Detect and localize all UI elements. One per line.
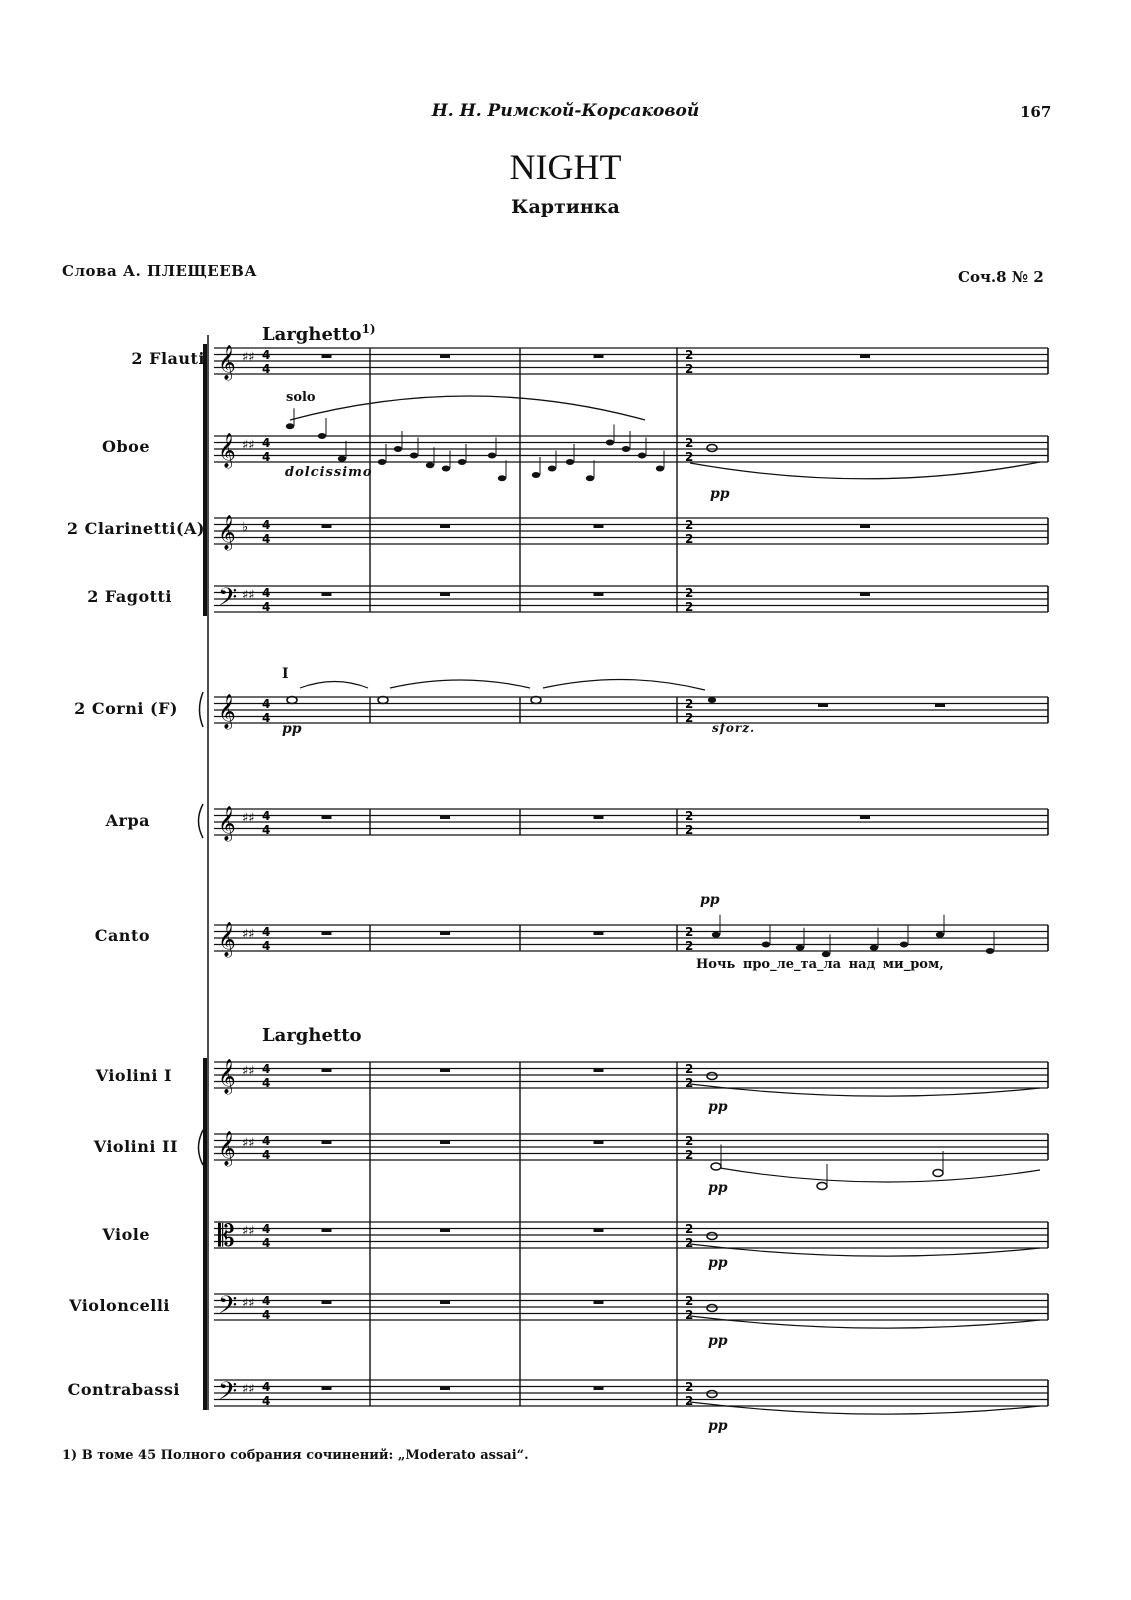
time-signature-corni: 4 (262, 711, 271, 725)
whole-rest-violoncelli (594, 1301, 604, 1305)
corni-part-mark: I (282, 666, 289, 682)
time-change-canto: 2 (685, 939, 694, 953)
corni-tie (543, 679, 705, 690)
page-number: 167 (1020, 103, 1052, 121)
oboe-tie (690, 462, 1040, 479)
whole-rest-clarinetti (322, 525, 332, 529)
whole-rest-clarinetti (440, 525, 450, 529)
clef-corni: 𝄞 (218, 694, 236, 729)
whole-rest-violini-2 (440, 1141, 450, 1145)
time-signature-violini-1: 4 (262, 1076, 271, 1090)
opus-number: Соч.8 № 2 (958, 268, 1044, 286)
violini-1-pp-mark: pp (708, 1099, 728, 1115)
time-signature-flauti: 4 (262, 348, 271, 362)
violini-2-slur (720, 1168, 1040, 1182)
whole-rest-violini-2 (594, 1141, 604, 1145)
whole-rest-clarinetti (594, 525, 604, 529)
whole-rest-canto (440, 932, 450, 936)
whole-rest-fagotti (860, 593, 870, 597)
instrument-label-contrabassi: Contrabassi (67, 1380, 180, 1399)
oboe-note (656, 466, 664, 472)
oboe-note (286, 423, 294, 429)
corni-tie (300, 682, 368, 689)
time-signature-arpa: 4 (262, 823, 271, 837)
whole-rest-flauti (594, 355, 604, 359)
woodwind-bracket (203, 344, 207, 616)
time-signature-violoncelli: 4 (262, 1294, 271, 1308)
time-signature-fagotti: 4 (262, 586, 271, 600)
key-signature-violini-2: ♯♯ (242, 1136, 255, 1151)
oboe-note (458, 459, 466, 465)
instrument-label-violini-1: Violini I (95, 1066, 172, 1085)
piece-title: NIGHT (509, 147, 622, 187)
time-change-viole: 2 (685, 1222, 694, 1236)
whole-rest-contrabassi (440, 1387, 450, 1391)
arpa-brace (199, 804, 204, 838)
instrument-label-violini-2: Violini II (93, 1137, 178, 1156)
oboe-note (338, 456, 346, 462)
corni-pp-mark: pp (282, 721, 302, 737)
oboe-pp-mark: pp (710, 486, 730, 502)
time-signature-canto: 4 (262, 925, 271, 939)
whole-rest-clarinetti (860, 525, 870, 529)
time-signature-viole: 4 (262, 1222, 271, 1236)
contrabassi-pp-mark: pp (708, 1418, 728, 1434)
whole-rest-arpa (860, 816, 870, 820)
time-signature-arpa: 4 (262, 809, 271, 823)
whole-rest-canto (594, 932, 604, 936)
time-change-fagotti: 2 (685, 600, 694, 614)
time-signature-corni: 4 (262, 697, 271, 711)
instrument-label-viole: Viole (102, 1225, 150, 1244)
oboe-solo-mark: solo (286, 390, 316, 405)
corni-rest (818, 704, 828, 708)
key-signature-clarinetti: ♭ (242, 520, 249, 535)
time-change-clarinetti: 2 (685, 518, 694, 532)
corni-brace (200, 692, 204, 727)
corni-tie (390, 680, 530, 688)
footnote: 1) В томе 45 Полного собрания сочинений: „Moderato assai“. (62, 1448, 529, 1463)
dedication: Н. Н. Римской-Корсаковой (431, 101, 700, 121)
key-signature-oboe: ♯♯ (242, 438, 255, 453)
corni-sforz-mark: sforz. (712, 721, 756, 735)
time-signature-violini-1: 4 (262, 1062, 271, 1076)
oboe-note (410, 453, 418, 459)
violoncelli-whole-note (707, 1305, 717, 1312)
whole-rest-violini-1 (440, 1069, 450, 1073)
clef-oboe: 𝄞 (218, 433, 236, 468)
canto-note (986, 948, 994, 954)
time-signature-violini-2: 4 (262, 1148, 271, 1162)
oboe-note (318, 433, 326, 439)
instrument-label-corni: 2 Corni (F) (74, 699, 178, 718)
clef-violoncelli: 𝄢 (218, 1291, 238, 1326)
time-change-violini-1: 2 (685, 1076, 694, 1090)
instrument-label-canto: Canto (94, 926, 150, 945)
oboe-note (622, 446, 630, 452)
whole-rest-viole (440, 1229, 450, 1233)
whole-rest-flauti (440, 355, 450, 359)
violini-2-half-note (933, 1170, 943, 1177)
whole-rest-arpa (594, 816, 604, 820)
time-change-arpa: 2 (685, 823, 694, 837)
oboe-note (638, 453, 646, 459)
instrument-label-flauti: 2 Flauti (131, 349, 205, 368)
time-change-corni: 2 (685, 711, 694, 725)
violoncelli-pp-mark: pp (708, 1333, 728, 1349)
time-change-canto: 2 (685, 925, 694, 939)
lyricist-credit: Слова А. ПЛЕЩЕЕВА (62, 262, 258, 280)
time-change-contrabassi: 2 (685, 1380, 694, 1394)
oboe-whole-note (707, 445, 717, 452)
oboe-note (442, 466, 450, 472)
tempo-marking-top: Larghetto$^{1)}$ (262, 322, 376, 345)
whole-rest-viole (594, 1229, 604, 1233)
time-signature-oboe: 4 (262, 450, 271, 464)
time-signature-flauti: 4 (262, 362, 271, 376)
time-change-corni: 2 (685, 697, 694, 711)
whole-rest-arpa (322, 816, 332, 820)
corni-rest (935, 704, 945, 708)
whole-rest-violoncelli (440, 1301, 450, 1305)
key-signature-canto: ♯♯ (242, 927, 255, 942)
clef-arpa: 𝄞 (218, 806, 236, 841)
whole-rest-flauti (860, 355, 870, 359)
oboe-phrase-slur (290, 396, 645, 420)
time-change-clarinetti: 2 (685, 532, 694, 546)
oboe-note (586, 475, 594, 481)
key-signature-arpa: ♯♯ (242, 811, 255, 826)
whole-rest-flauti (322, 355, 332, 359)
key-signature-contrabassi: ♯♯ (242, 1382, 255, 1397)
whole-rest-violini-1 (322, 1069, 332, 1073)
oboe-note (532, 472, 540, 478)
clef-viole: 𝄡 (218, 1219, 235, 1254)
whole-rest-fagotti (322, 593, 332, 597)
instrument-label-arpa: Arpa (105, 811, 150, 830)
canto-note (870, 945, 878, 951)
violini-1-tie (690, 1084, 1040, 1096)
whole-rest-fagotti (594, 593, 604, 597)
whole-rest-violini-2 (322, 1141, 332, 1145)
violini-2-pp-mark: pp (708, 1180, 728, 1196)
violini-2-half-note (817, 1183, 827, 1190)
corni-note (708, 697, 716, 703)
canto-note (796, 945, 804, 951)
canto-note (712, 932, 720, 938)
violini-2-half-note (711, 1163, 721, 1170)
time-signature-violini-2: 4 (262, 1134, 271, 1148)
violini-brace (199, 1130, 204, 1165)
time-signature-violoncelli: 4 (262, 1308, 271, 1322)
contrabassi-whole-note (707, 1391, 717, 1398)
whole-rest-contrabassi (594, 1387, 604, 1391)
clef-contrabassi: 𝄢 (218, 1377, 238, 1412)
key-signature-flauti: ♯♯ (242, 350, 255, 365)
tempo-marking-strings: Larghetto (262, 1025, 362, 1046)
time-signature-contrabassi: 4 (262, 1394, 271, 1408)
oboe-note (606, 440, 614, 446)
violoncelli-tie (690, 1316, 1040, 1328)
whole-rest-contrabassi (322, 1387, 332, 1391)
oboe-note (488, 453, 496, 459)
whole-rest-viole (322, 1229, 332, 1233)
canto-note (900, 942, 908, 948)
viole-whole-note (707, 1233, 717, 1240)
clef-clarinetti: 𝄞 (218, 515, 236, 550)
key-signature-violoncelli: ♯♯ (242, 1296, 255, 1311)
time-change-fagotti: 2 (685, 586, 694, 600)
whole-rest-arpa (440, 816, 450, 820)
viole-tie (690, 1244, 1040, 1256)
oboe-dolcissimo-mark: dolcissimo (285, 465, 373, 480)
oboe-note (566, 459, 574, 465)
contrabassi-tie (690, 1402, 1040, 1414)
canto-pp-mark: pp (700, 892, 720, 908)
violini-1-whole-note (707, 1073, 717, 1080)
key-signature-viole: ♯♯ (242, 1224, 255, 1239)
canto-note (936, 932, 944, 938)
instrument-label-oboe: Oboe (102, 437, 150, 456)
instrument-label-fagotti: 2 Fagotti (87, 587, 172, 606)
time-change-oboe: 2 (685, 436, 694, 450)
time-change-contrabassi: 2 (685, 1394, 694, 1408)
oboe-note (394, 446, 402, 452)
canto-note (762, 942, 770, 948)
oboe-note (378, 459, 386, 465)
time-signature-clarinetti: 4 (262, 532, 271, 546)
piece-subtitle: Картинка (511, 196, 620, 218)
time-change-oboe: 2 (685, 450, 694, 464)
time-signature-contrabassi: 4 (262, 1380, 271, 1394)
time-change-violoncelli: 2 (685, 1294, 694, 1308)
clef-fagotti: 𝄢 (218, 583, 238, 618)
canto-lyrics: Ночь про_ле_та_ла над ми_ром, (696, 957, 944, 972)
time-change-flauti: 2 (685, 348, 694, 362)
time-signature-clarinetti: 4 (262, 518, 271, 532)
oboe-note (426, 462, 434, 468)
whole-rest-violoncelli (322, 1301, 332, 1305)
time-change-viole: 2 (685, 1236, 694, 1250)
strings-bracket (203, 1058, 207, 1410)
time-change-violini-2: 2 (685, 1134, 694, 1148)
time-change-arpa: 2 (685, 809, 694, 823)
viole-pp-mark: pp (708, 1255, 728, 1271)
time-change-violini-2: 2 (685, 1148, 694, 1162)
key-signature-violini-1: ♯♯ (242, 1064, 255, 1079)
whole-rest-fagotti (440, 593, 450, 597)
time-change-flauti: 2 (685, 362, 694, 376)
instrument-label-clarinetti: 2 Clarinetti(A) (66, 519, 205, 538)
time-change-violoncelli: 2 (685, 1308, 694, 1322)
clef-violini-1: 𝄞 (218, 1059, 236, 1094)
clef-flauti: 𝄞 (218, 345, 236, 380)
oboe-note (498, 475, 506, 481)
oboe-note (548, 466, 556, 472)
time-signature-oboe: 4 (262, 436, 271, 450)
key-signature-fagotti: ♯♯ (242, 588, 255, 603)
clef-canto: 𝄞 (218, 922, 236, 957)
whole-rest-canto (322, 932, 332, 936)
instrument-label-violoncelli: Violoncelli (69, 1296, 170, 1315)
time-signature-canto: 4 (262, 939, 271, 953)
time-signature-fagotti: 4 (262, 600, 271, 614)
clef-violini-2: 𝄞 (218, 1131, 236, 1166)
time-change-violini-1: 2 (685, 1062, 694, 1076)
whole-rest-violini-1 (594, 1069, 604, 1073)
time-signature-viole: 4 (262, 1236, 271, 1250)
